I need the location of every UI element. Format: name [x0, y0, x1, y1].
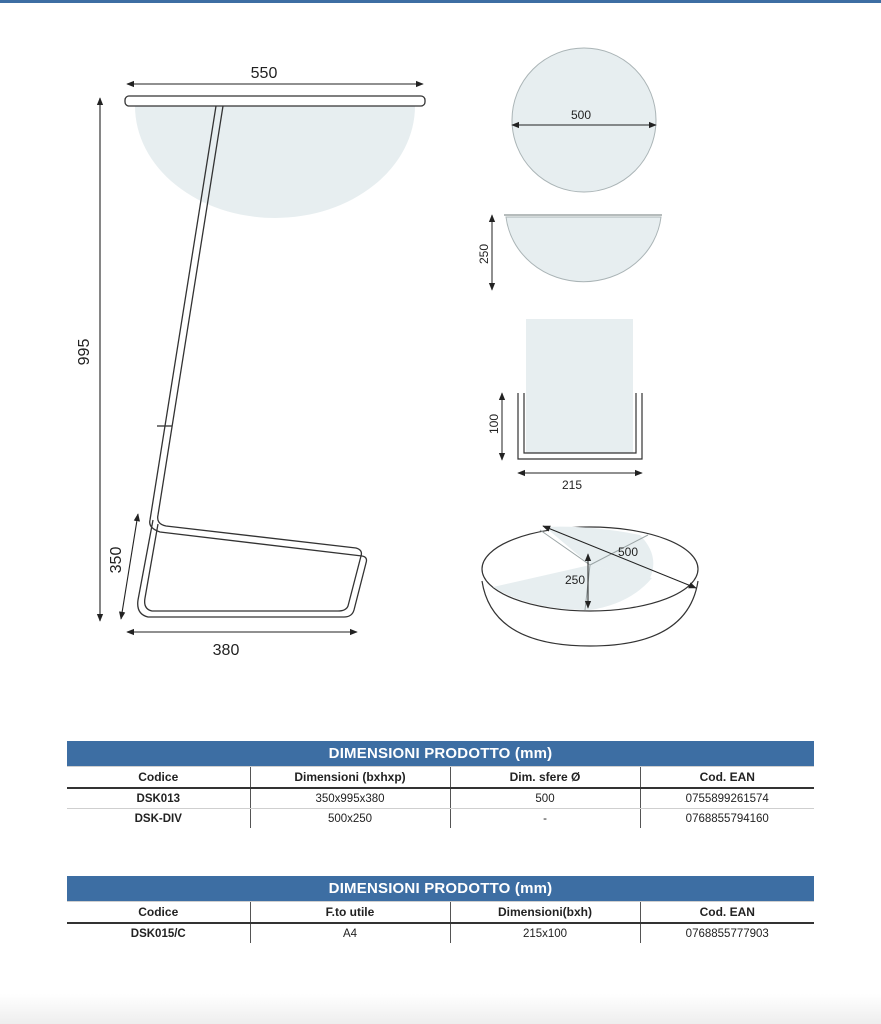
ean-code-cell: 0768855777903: [640, 923, 814, 943]
product-code-cell: DSK-DIV: [134, 812, 182, 825]
bowl-half-shape: [506, 217, 661, 282]
column-header: Codice: [67, 767, 250, 789]
product-dimensions-table-1: [67, 741, 814, 828]
dim-label-500-top: 500: [570, 108, 592, 122]
dim-label-215: 215: [561, 478, 583, 492]
dim-label-995: 995: [76, 338, 93, 366]
dimensions-cell: 215x100: [450, 923, 640, 943]
column-header: Codice: [67, 902, 250, 924]
bowl-side-view: [477, 215, 662, 290]
dimensions-cell: 500x250: [250, 809, 450, 829]
column-header: Dimensioni(bxh): [450, 902, 640, 924]
dim-label-380: 380: [212, 642, 240, 659]
product-code-cell: DSK015/C: [130, 927, 186, 940]
table-header-row: [67, 902, 814, 924]
sphere-half-shape: [135, 106, 415, 218]
column-header: Cod. EAN: [640, 767, 814, 789]
sphere-diameter-cell: -: [450, 809, 640, 829]
column-header: Dimensioni (bxhxp): [250, 767, 450, 789]
sphere-diameter-cell: 500: [450, 788, 640, 809]
dim-label-250-bowl: 250: [477, 243, 491, 265]
table-row: [67, 809, 814, 829]
bowl-divider-view: [482, 526, 698, 646]
dim-label-250-divider: 250: [564, 573, 586, 587]
table-row: [67, 923, 814, 943]
table-header-row: [67, 767, 814, 789]
paper-sheet-shape: [526, 319, 633, 453]
table-top-shape: [125, 96, 425, 106]
side-view-drawing: [76, 65, 425, 659]
product-code-cell: DSK013: [67, 788, 250, 809]
dim-label-100: 100: [487, 413, 501, 435]
column-header: Cod. EAN: [640, 902, 814, 924]
column-header: F.to utile: [250, 902, 450, 924]
dim-label-500-bowl: 500: [617, 545, 639, 559]
column-header: Dim. sfere Ø: [450, 767, 640, 789]
sphere-top-view: [512, 48, 656, 192]
document-holder-view: [487, 319, 642, 492]
dim-label-550: 550: [250, 65, 278, 82]
product-dimensions-table-2: [67, 876, 814, 943]
bottom-shade: [0, 994, 881, 1024]
format-cell: A4: [250, 923, 450, 943]
table-title: DIMENSIONI PRODOTTO (mm): [67, 741, 814, 767]
ean-code-cell: 0768855794160: [640, 809, 814, 829]
table-title: DIMENSIONI PRODOTTO (mm): [67, 876, 814, 902]
ean-code-cell: 0755899261574: [640, 788, 814, 809]
table-row: [67, 788, 814, 809]
dim-label-350: 350: [108, 546, 125, 574]
dimensions-cell: 350x995x380: [250, 788, 450, 809]
